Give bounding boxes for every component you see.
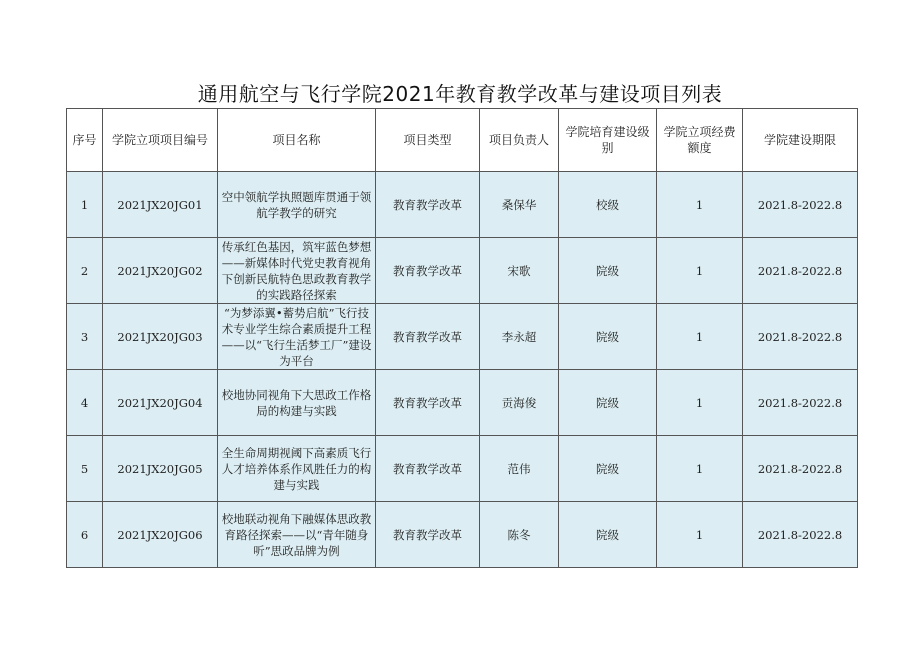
cell-code: 2021JX20JG06 — [103, 502, 218, 568]
header-level: 学院培育建设级别 — [559, 109, 657, 172]
cell-name: 传承红色基因，筑牢蓝色梦想——新媒体时代党史教育视角下创新民航特色思政教育教学的实践路径探索 — [218, 238, 376, 304]
cell-period: 2021.8-2022.8 — [743, 304, 858, 370]
cell-type: 教育教学改革 — [376, 436, 480, 502]
cell-leader: 贡海俊 — [480, 370, 559, 436]
cell-period: 2021.8-2022.8 — [743, 172, 858, 238]
header-code: 学院立项项目编号 — [103, 109, 218, 172]
header-type: 项目类型 — [376, 109, 480, 172]
cell-fund: 1 — [657, 172, 743, 238]
table-row — [67, 502, 858, 568]
header-period: 学院建设期限 — [743, 109, 858, 172]
cell-code: 2021JX20JG04 — [103, 370, 218, 436]
cell-fund: 1 — [657, 304, 743, 370]
cell-period: 2021.8-2022.8 — [743, 436, 858, 502]
header-leader: 项目负责人 — [480, 109, 559, 172]
cell-name: 校地联动视角下融媒体思政教育路径探索——以“青年随身听”思政品牌为例 — [218, 502, 376, 568]
cell-leader: 宋歌 — [480, 238, 559, 304]
cell-code: 2021JX20JG02 — [103, 238, 218, 304]
cell-level: 院级 — [559, 238, 657, 304]
cell-level: 院级 — [559, 370, 657, 436]
cell-no: 3 — [67, 304, 103, 370]
cell-no: 4 — [67, 370, 103, 436]
cell-name: 空中领航学执照题库贯通于领航学教学的研究 — [218, 172, 376, 238]
cell-name: 全生命周期视阈下高素质飞行人才培养体系作风胜任力的构建与实践 — [218, 436, 376, 502]
cell-fund: 1 — [657, 502, 743, 568]
cell-period: 2021.8-2022.8 — [743, 502, 858, 568]
table-row — [67, 238, 858, 304]
table-row — [67, 370, 858, 436]
page-title: 通用航空与飞行学院2021年教育教学改革与建设项目列表 — [197, 82, 723, 106]
cell-level: 院级 — [559, 304, 657, 370]
cell-type: 教育教学改革 — [376, 502, 480, 568]
cell-leader: 李永超 — [480, 304, 559, 370]
cell-code: 2021JX20JG01 — [103, 172, 218, 238]
cell-leader: 陈冬 — [480, 502, 559, 568]
cell-no: 1 — [67, 172, 103, 238]
cell-code: 2021JX20JG03 — [103, 304, 218, 370]
cell-leader: 范伟 — [480, 436, 559, 502]
cell-level: 校级 — [559, 172, 657, 238]
cell-level: 院级 — [559, 436, 657, 502]
table-row — [67, 172, 858, 238]
cell-name: 校地协同视角下大思政工作格局的构建与实践 — [218, 370, 376, 436]
cell-leader: 桑保华 — [480, 172, 559, 238]
cell-code: 2021JX20JG05 — [103, 436, 218, 502]
project-table — [66, 108, 858, 568]
cell-fund: 1 — [657, 370, 743, 436]
cell-type: 教育教学改革 — [376, 304, 480, 370]
cell-no: 5 — [67, 436, 103, 502]
header-row — [67, 109, 858, 172]
cell-no: 6 — [67, 502, 103, 568]
cell-period: 2021.8-2022.8 — [743, 238, 858, 304]
cell-fund: 1 — [657, 238, 743, 304]
cell-fund: 1 — [657, 436, 743, 502]
table-row — [67, 436, 858, 502]
header-name: 项目名称 — [218, 109, 376, 172]
table-row — [67, 304, 858, 370]
cell-no: 2 — [67, 238, 103, 304]
cell-period: 2021.8-2022.8 — [743, 370, 858, 436]
header-fund: 学院立项经费额度 — [657, 109, 743, 172]
cell-level: 院级 — [559, 502, 657, 568]
cell-type: 教育教学改革 — [376, 370, 480, 436]
cell-type: 教育教学改革 — [376, 172, 480, 238]
header-no: 序号 — [67, 109, 103, 172]
cell-type: 教育教学改革 — [376, 238, 480, 304]
cell-name: “为梦添翼•蓄势启航”飞行技术专业学生综合素质提升工程——以“飞行生活梦工厂”建设为平台 — [218, 304, 376, 370]
